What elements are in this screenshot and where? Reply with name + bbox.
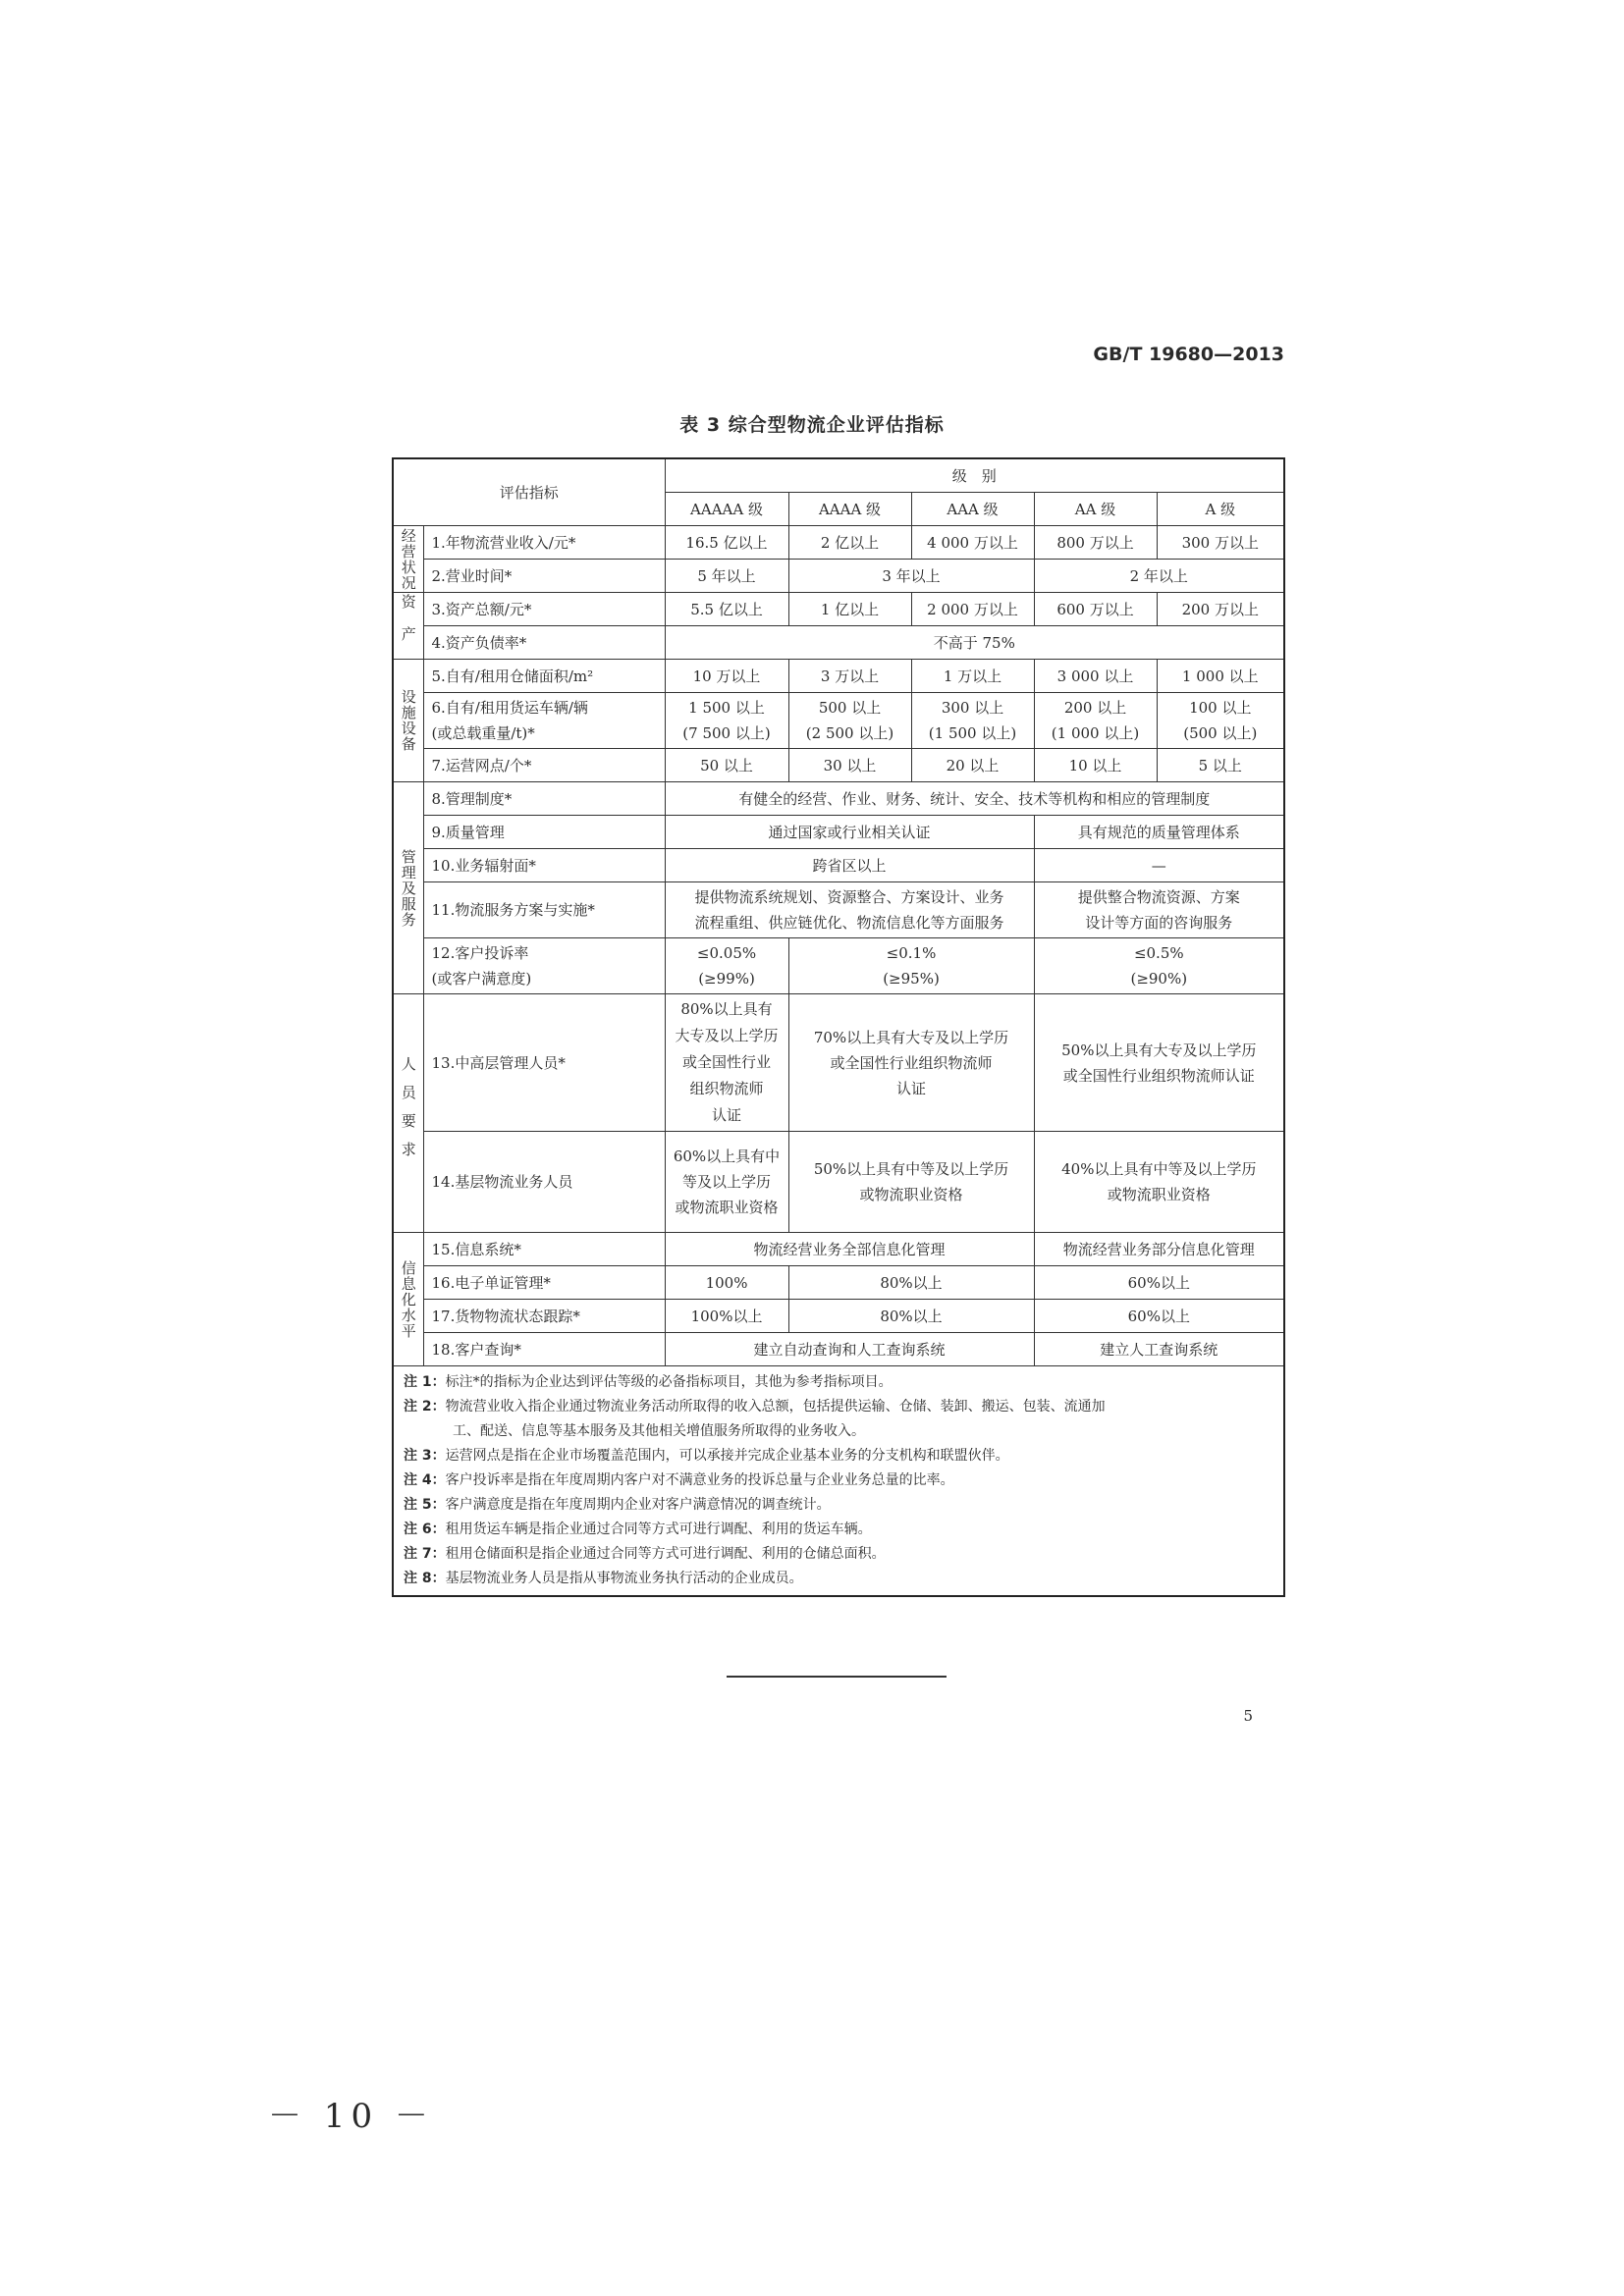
level-aa: AA 级 [1034, 493, 1157, 526]
indicator-label: 18.客户查询* [423, 1333, 665, 1366]
table-cell: 50%以上具有中等及以上学历 或物流职业资格 [788, 1132, 1034, 1233]
table-cell: 60%以上 [1034, 1300, 1284, 1333]
table-cell: 50%以上具有大专及以上学历 或全国性行业组织物流师认证 [1034, 994, 1284, 1132]
col-indicator-header: 评估指标 [393, 458, 665, 526]
indicator-label: 9.质量管理 [423, 816, 665, 849]
table-row [393, 1233, 1284, 1266]
table-row [393, 816, 1284, 849]
table-row [393, 994, 1284, 1132]
table-cell: 3 年以上 [788, 560, 1034, 593]
indicator-label: 16.电子单证管理* [423, 1266, 665, 1300]
table-cell: 40%以上具有中等及以上学历 或物流职业资格 [1034, 1132, 1284, 1233]
table-cell: 1 000 以上 [1157, 660, 1284, 693]
table-cell: 5.5 亿以上 [665, 593, 788, 626]
table-cell: 800 万以上 [1034, 526, 1157, 560]
table-cell: 100% [665, 1266, 788, 1300]
table-cell: 30 以上 [788, 749, 911, 782]
table-cell: 1 亿以上 [788, 593, 911, 626]
table-cell: 500 以上 (2 500 以上) [788, 693, 911, 749]
notes-row [393, 1366, 1284, 1597]
table-cell: 60%以上 [1034, 1266, 1284, 1300]
table-cell: 300 万以上 [1157, 526, 1284, 560]
table-row [393, 1333, 1284, 1366]
table-cell: 200 以上 (1 000 以上) [1034, 693, 1157, 749]
table-cell: 2 亿以上 [788, 526, 911, 560]
indicator-label: 4.资产负债率* [423, 626, 665, 660]
table-row [393, 1266, 1284, 1300]
table-cell: 有健全的经营、作业、财务、统计、安全、技术等机构和相应的管理制度 [665, 782, 1284, 816]
header-row-1 [393, 458, 1284, 493]
table-row [393, 526, 1284, 560]
note-line: 注 1：标注*的指标为企业达到评估等级的必备指标项目，其他为参考指标项目。 [404, 1374, 893, 1390]
category-management: 管理及服务 [393, 782, 423, 994]
table-cell: 300 以上 (1 500 以上) [911, 693, 1034, 749]
table-cell: 60%以上具有中 等及以上学历 或物流职业资格 [665, 1132, 788, 1233]
indicator-label: 11.物流服务方案与实施* [423, 882, 665, 938]
category-info: 信息化水平 [393, 1233, 423, 1366]
table-row [393, 1132, 1284, 1233]
table-cell: 建立人工查询系统 [1034, 1333, 1284, 1366]
table-cell: 50 以上 [665, 749, 788, 782]
outer-page-number: － 10 － [268, 2097, 434, 2136]
table-cell: 1 万以上 [911, 660, 1034, 693]
level-aaaa: AAAA 级 [788, 493, 911, 526]
category-facility: 设施设备 [393, 660, 423, 782]
table-row [393, 849, 1284, 882]
table-cell: 100%以上 [665, 1300, 788, 1333]
indicator-label: 14.基层物流业务人员 [423, 1132, 665, 1233]
indicator-label: 5.自有/租用仓储面积/m² [423, 660, 665, 693]
table-row [393, 749, 1284, 782]
table-cell: 通过国家或行业相关认证 [665, 816, 1034, 849]
table-cell: 5 年以上 [665, 560, 788, 593]
table-cell: 80%以上 [788, 1266, 1034, 1300]
category-personnel: 人员要求 [393, 994, 423, 1233]
table-cell: 3 000 以上 [1034, 660, 1157, 693]
table-notes [393, 1366, 1284, 1597]
table-cell: 600 万以上 [1034, 593, 1157, 626]
table-cell: 3 万以上 [788, 660, 911, 693]
indicator-label: 12.客户投诉率 (或客户满意度) [423, 938, 665, 994]
table-cell: 2 000 万以上 [911, 593, 1034, 626]
level-aaa: AAA 级 [911, 493, 1034, 526]
table-row [393, 693, 1284, 749]
table-title: 表 3 综合型物流企业评估指标 [679, 414, 945, 436]
indicator-label: 7.运营网点/个* [423, 749, 665, 782]
table-row [393, 882, 1284, 938]
level-a: A 级 [1157, 493, 1284, 526]
table-row [393, 626, 1284, 660]
table-row [393, 593, 1284, 626]
table-cell: ≤0.05% (≥99%) [665, 938, 788, 994]
table-cell: 具有规范的质量管理体系 [1034, 816, 1284, 849]
note-line: 注 2：物流营业收入指企业通过物流业务活动所取得的收入总额，包括提供运输、仓储、装卸、搬运、包装、流通加 [404, 1399, 1106, 1415]
note-line: 注 6：租用货运车辆是指企业通过合同等方式可进行调配、利用的货运车辆。 [404, 1522, 872, 1537]
indicator-label: 3.资产总额/元* [423, 593, 665, 626]
evaluation-table [392, 457, 1285, 1597]
note-line: 注 3：运营网点是指在企业市场覆盖范围内，可以承接并完成企业基本业务的分支机构和联盟伙伴。 [404, 1448, 1009, 1464]
table-cell: 物流经营业务部分信息化管理 [1034, 1233, 1284, 1266]
table-cell: 提供物流系统规划、资源整合、方案设计、业务 流程重组、供应链优化、物流信息化等方面服务 [665, 882, 1034, 938]
category-assets: 资产 [393, 593, 423, 660]
table-row [393, 660, 1284, 693]
indicator-label: 8.管理制度* [423, 782, 665, 816]
table-cell: 4 000 万以上 [911, 526, 1034, 560]
indicator-label: 10.业务辐射面* [423, 849, 665, 882]
standard-code: GB/T 19680—2013 [1093, 344, 1284, 365]
indicator-label: 15.信息系统* [423, 1233, 665, 1266]
level-aaaaa: AAAAA 级 [665, 493, 788, 526]
table-cell: 80%以上具有 大专及以上学历 或全国性行业 组织物流师 认证 [665, 994, 788, 1132]
table-cell: 10 万以上 [665, 660, 788, 693]
table-cell: 建立自动查询和人工查询系统 [665, 1333, 1034, 1366]
table-cell: 不高于 75% [665, 626, 1284, 660]
table-cell: 提供整合物流资源、方案 设计等方面的咨询服务 [1034, 882, 1284, 938]
table-cell: ≤0.5% (≥90%) [1034, 938, 1284, 994]
table-cell: 100 以上 (500 以上) [1157, 693, 1284, 749]
indicator-label: 2.营业时间* [423, 560, 665, 593]
note-line: 注 4：客户投诉率是指在年度周期内客户对不满意业务的投诉总量与企业业务总量的比率。 [404, 1472, 954, 1488]
indicator-label: 17.货物物流状态跟踪* [423, 1300, 665, 1333]
table-row [393, 938, 1284, 994]
table-row [393, 1300, 1284, 1333]
note-line: 注 5：客户满意度是指在年度周期内企业对客户满意情况的调查统计。 [404, 1497, 831, 1513]
table-cell: 5 以上 [1157, 749, 1284, 782]
note-line: 注 7：租用仓储面积是指企业通过合同等方式可进行调配、利用的仓储总面积。 [404, 1546, 886, 1562]
table-cell: 10 以上 [1034, 749, 1157, 782]
indicator-label: 6.自有/租用货运车辆/辆 (或总载重量/t)* [423, 693, 665, 749]
table-cell: 70%以上具有大专及以上学历 或全国性行业组织物流师 认证 [788, 994, 1034, 1132]
table-cell: 1 500 以上 (7 500 以上) [665, 693, 788, 749]
table-cell: 跨省区以上 [665, 849, 1034, 882]
table-row [393, 560, 1284, 593]
table-cell: 200 万以上 [1157, 593, 1284, 626]
table-cell: ≤0.1% (≥95%) [788, 938, 1034, 994]
table-cell: — [1034, 849, 1284, 882]
note-line: 工、配送、信息等基本服务及其他相关增值服务所取得的业务收入。 [453, 1423, 865, 1439]
end-rule-divider [727, 1676, 947, 1678]
indicator-label: 13.中高层管理人员* [423, 994, 665, 1132]
table-row [393, 782, 1284, 816]
page-number: 5 [1243, 1707, 1253, 1725]
table-cell: 16.5 亿以上 [665, 526, 788, 560]
category-operation: 经营状况 [393, 526, 423, 593]
table-cell: 2 年以上 [1034, 560, 1284, 593]
col-level-header: 级 别 [665, 458, 1284, 493]
indicator-label: 1.年物流营业收入/元* [423, 526, 665, 560]
table-cell: 80%以上 [788, 1300, 1034, 1333]
table-cell: 20 以上 [911, 749, 1034, 782]
note-line: 注 8：基层物流业务人员是指从事物流业务执行活动的企业成员。 [404, 1571, 803, 1586]
table-cell: 物流经营业务全部信息化管理 [665, 1233, 1034, 1266]
